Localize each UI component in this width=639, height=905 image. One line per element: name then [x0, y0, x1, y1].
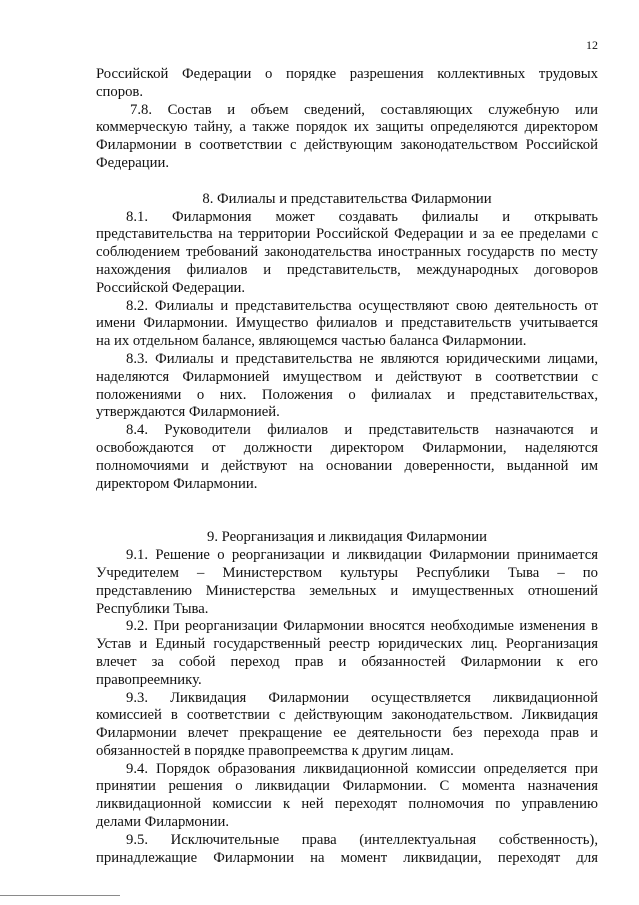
text-line: представительства на территории Российской Федерации и за ее пределами с: [96, 226, 598, 243]
text-line: 9.3. Ликвидация Филармонии осуществляется ликвидационной: [126, 689, 598, 706]
text-line: 9.2. При реорганизации Филармонии вносятся необходимые изменения в: [126, 618, 598, 635]
text-line: Филармонии в соответствии с действующим законодательством Российской: [96, 137, 598, 154]
text-line: 8.4. Руководители филиалов и представительств назначаются и: [126, 422, 598, 439]
text-line: соблюдением требований законодательства иностранных государств по месту: [96, 244, 598, 261]
text-line: утверждаются Филармонией.: [96, 404, 280, 421]
text-line: принятии решения о ликвидации Филармонии. С момента назначения: [96, 778, 598, 795]
text-line: Российской Федерации.: [96, 279, 246, 296]
text-line: делами Филармонии.: [96, 814, 229, 831]
section-heading: 8. Филиалы и представительства Филармонии: [202, 190, 492, 207]
document-body: [96, 66, 598, 867]
text-line: принадлежащие Филармонии на момент ликвидации, переходят для: [96, 849, 598, 866]
text-line: коммерческую тайну, а также порядок их защиты определяются директором: [96, 119, 598, 136]
text-line: 9.1. Решение о реорганизации и ликвидации Филармонии принимается: [126, 547, 598, 564]
text-line: обязанностей в порядке правопреемства к другим лицам.: [96, 742, 454, 759]
text-line: Устав и Единый государственный реестр юридических лиц. Реорганизация: [96, 636, 598, 653]
text-line: нахождения филиалов и представительств, международных договоров: [96, 261, 598, 278]
text-line: на их отдельном балансе, являющемся частью баланса Филармонии.: [96, 333, 527, 350]
text-line: споров.: [96, 83, 144, 100]
text-line: Филармонии влечет прекращение ее деятельности без перехода прав и: [96, 725, 598, 742]
text-line: Учредителем – Министерством культуры Республики Тыва – по: [96, 564, 598, 581]
text-line: положениями о них. Положения о филиалах и представительствах,: [96, 386, 598, 403]
text-line: ликвидационной комиссии к ней переходят полномочия по управлению: [96, 796, 598, 813]
scan-edge-line: [0, 895, 120, 896]
text-line: 9.5. Исключительные права (интеллектуальная собственность),: [126, 831, 598, 848]
text-line: Российской Федерации о порядке разрешения коллективных трудовых: [96, 66, 598, 82]
text-line: 8.2. Филиалы и представительства осуществляют свою деятельность от: [126, 297, 598, 314]
text-line: 9.4. Порядок образования ликвидационной комиссии определяется при: [126, 760, 598, 777]
text-line: освобождаются от должности директором Филармонии, наделяются: [96, 439, 598, 456]
text-line: 7.8. Состав и объем сведений, составляющих служебную или: [130, 101, 598, 118]
text-line: Республики Тыва.: [96, 600, 209, 617]
text-line: комиссией в соответствии с действующим законодательством. Ликвидация: [96, 707, 598, 724]
text-line: Федерации.: [96, 154, 170, 171]
text-line: влечет за собой переход прав и обязанностей Филармонии к его: [96, 653, 598, 670]
text-line: полномочиями и действуют на основании доверенности, выданной им: [96, 457, 598, 474]
text-line: правопреемнику.: [96, 671, 202, 688]
page-number: 12: [586, 38, 598, 52]
text-line: директором Филармонии.: [96, 475, 258, 492]
section-heading: 9. Реорганизация и ликвидация Филармонии: [206, 529, 488, 546]
text-line: наделяются Филармонией имуществом и действуют в соответствии с: [96, 368, 598, 385]
text-line: имени Филармонии. Имущество филиалов и представительств учитывается: [96, 315, 598, 332]
text-line: 8.1. Филармония может создавать филиалы и открывать: [126, 208, 598, 225]
text-line: 8.3. Филиалы и представительства не являются юридическими лицами,: [126, 350, 598, 367]
text-line: представлению Министерства земельных и имущественных отношений: [96, 582, 598, 599]
